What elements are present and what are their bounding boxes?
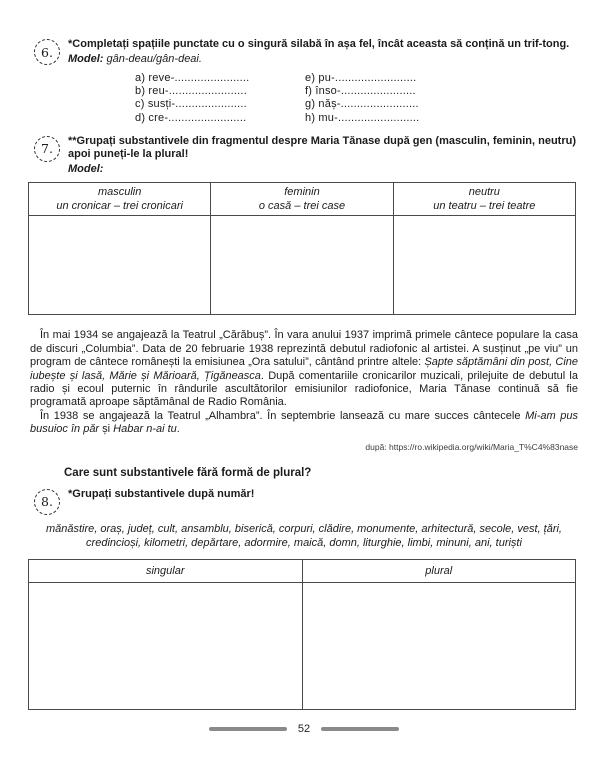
gender-header-feminin: [211, 183, 393, 216]
number-table: [28, 559, 576, 710]
exercise-6-number-badge: [34, 39, 60, 65]
answer-cell-feminin: [211, 216, 393, 315]
exercise-8-word-list: mănăstire, oraș, județ, cult, ansamblu, biserică, corpuri, clădire, monumente, arhitectură, secole, vest, țări, credincioși, kilometri, depărtare, adormire, maică, domn, liturghie, limbi, minuni, ani, turiști: [45, 522, 562, 549]
number-header-singular: singular: [29, 559, 303, 582]
exercise-7-number-badge: [34, 136, 60, 162]
exercise-6-items-left: [135, 72, 305, 125]
source-attribution: după: https://ro.wikipedia.org/wiki/Maria_T%C4%83nase: [365, 441, 578, 452]
passage-paragraph-1: În mai 1934 se angajează la Teatrul „Cărăbuș”. În vara anului 1937 imprimă primele cântece populare la casa de discuri „Columbia”. Data de 20 februarie 1938 reprezintă debutul radiofonic al artistei. A susținut „pe viu” un program de cântece românești la emisiunea „Ora satului”, cântând printre altele: Șapte săptămâni din post, Cine iubește și lasă, Mărie și Mărioară, Țigăneasca. După comentariile cronicarilor muzicali, prilejuite de debutul la radio și ecoul puternic în rândurile ascultătorilor emisiunilor radiofonice, Maria Tănase continuă să fie programată aproape săptămânal de Radio România.: [30, 329, 579, 409]
fill-in-item-f: f) înso-.......................: [305, 85, 416, 98]
answer-cell-plural: [302, 582, 576, 709]
answer-cell-singular: [29, 582, 303, 709]
model-example: gân-deau/gân-deai.: [106, 53, 202, 65]
fill-in-item-a: a) reve-.......................: [135, 72, 250, 84]
gender-name: masculin: [97, 186, 142, 199]
fill-in-item-d: d) cre-........................: [135, 111, 247, 124]
exercise-7-title: **Grupați substantivele din fragmentul despre Maria Tănase după gen (masculin, feminin, neutru) apoi puneți-le la plural!: [68, 134, 576, 161]
gender-table-header-row: [29, 183, 576, 216]
plural-question: Care sunt substantivele fără formă de plural?: [64, 466, 312, 479]
exercise-8-number: 8.: [41, 494, 53, 510]
reading-passage: [30, 329, 578, 436]
gender-table-answer-row: [29, 216, 576, 315]
number-table-wrap: [30, 559, 576, 710]
exercise-6-items-right: [305, 72, 419, 125]
footer-right-bar: [321, 727, 399, 731]
fill-in-item-g: g) năș-........................: [305, 98, 419, 111]
passage-paragraph-2: În 1938 se angajează la Teatrul „Alhambra”. În septembrie lansează cu mare succes cântecele Mi-am pus busuioc în păr și Habar n-ai tu.: [30, 409, 579, 436]
fill-in-item-b: b) reu-........................: [135, 85, 247, 98]
page-footer: [30, 723, 578, 735]
gender-example: o casă – trei case: [258, 200, 346, 213]
exercise-6-model: [68, 52, 576, 66]
fill-in-item-c: c) susți-......................: [135, 98, 247, 111]
answer-cell-neutru: [393, 216, 575, 315]
answer-cell-masculin: [29, 216, 211, 315]
gender-example: un teatru – trei teatre: [433, 200, 536, 213]
number-table-header-row: [29, 559, 576, 582]
exercise-7-number: 7.: [41, 141, 53, 157]
exercise-6: [30, 38, 576, 125]
gender-table: [28, 182, 576, 315]
gender-table-wrap: [30, 182, 576, 315]
exercise-6-items: [135, 72, 576, 125]
footer-left-bar: [209, 727, 287, 731]
exercise-6-number: 6.: [41, 44, 53, 60]
gender-name: feminin: [284, 186, 320, 199]
exercise-7-model: [68, 162, 576, 176]
exercise-6-title: *Completați spațiile punctate cu o singură silabă în așa fel, încât aceasta să conțină un trif-tong.: [68, 38, 570, 50]
gender-header-neutru: [393, 183, 575, 216]
exercise-8-number-badge: [34, 489, 60, 515]
model-label: Model:: [68, 163, 104, 176]
fill-in-item-e: e) pu-.........................: [305, 72, 417, 84]
gender-name: neutru: [468, 186, 500, 199]
number-header-plural: plural: [302, 559, 576, 582]
exercise-8: [30, 488, 576, 710]
fill-in-item-h: h) mu-.........................: [305, 111, 420, 124]
gender-example: un cronicar – trei cronicari: [56, 200, 183, 213]
exercise-8-title: *Grupați substantivele după număr!: [68, 487, 255, 500]
page-number: 52: [297, 722, 311, 735]
gender-header-masculin: [29, 183, 211, 216]
model-label: Model:: [68, 53, 104, 65]
exercise-7: [30, 135, 576, 316]
number-table-answer-row: [29, 582, 576, 709]
